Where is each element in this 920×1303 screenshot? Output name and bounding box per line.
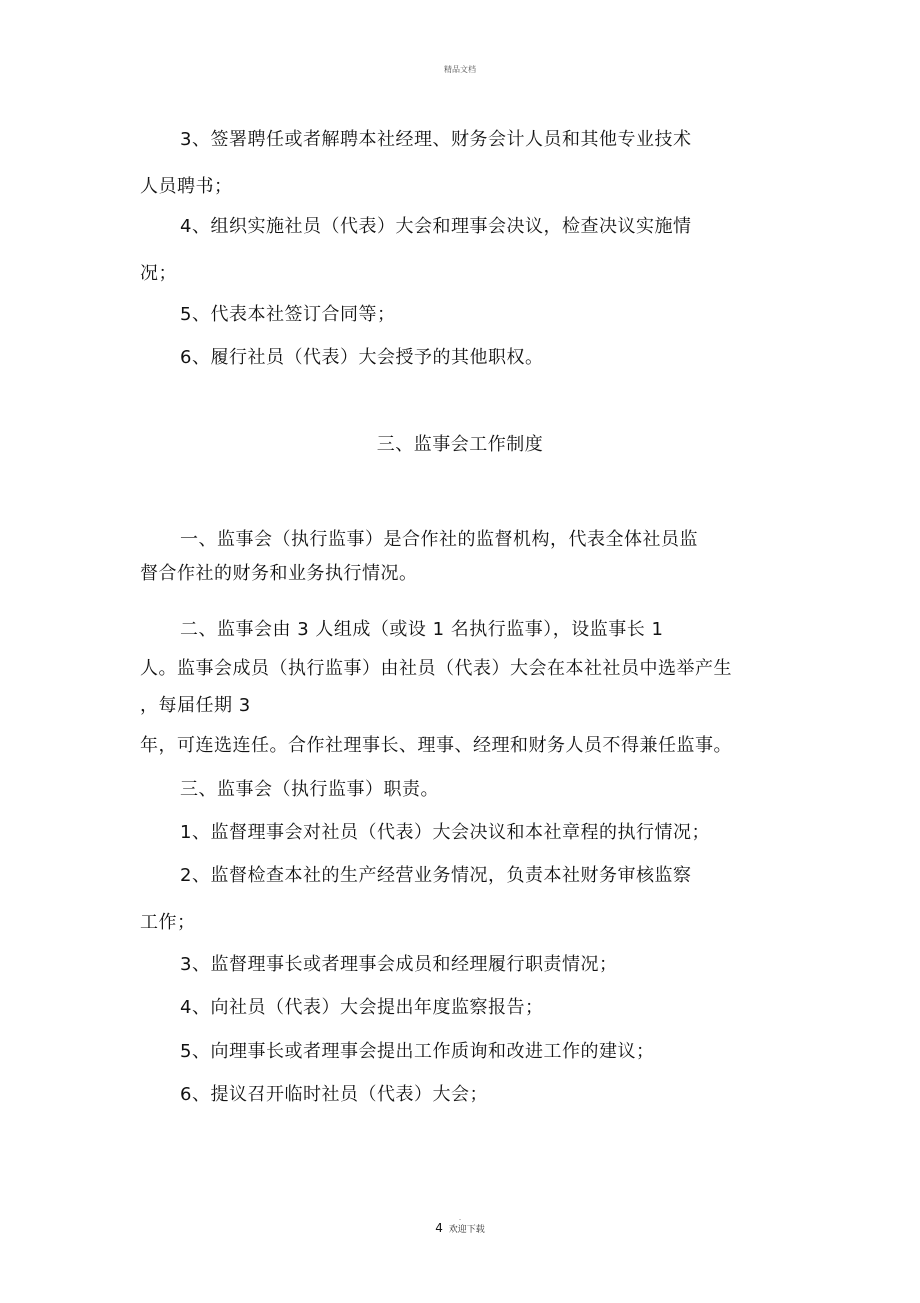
paragraph-line: 3、签署聘任或者解聘本社经理、财务会计人员和其他专业技术 bbox=[180, 129, 692, 150]
page-footer bbox=[0, 1213, 920, 1235]
paragraph-line: 一、监事会（执行监事）是合作社的监督机构，代表全体社员监 bbox=[180, 529, 698, 550]
paragraph-line: 人员聘书； bbox=[140, 176, 233, 197]
paragraph-line: 年，可连选连任。合作社理事长、理事、经理和财务人员不得兼任监事。 bbox=[140, 735, 732, 756]
paragraph-line: 2、监督检查本社的生产经营业务情况，负责本社财务审核监察 bbox=[180, 865, 692, 886]
paragraph-line: 5、向理事长或者理事会提出工作质询和改进工作的建议； bbox=[180, 1041, 655, 1062]
paragraph-line: 1、监督理事会对社员（代表）大会决议和本社章程的执行情况； bbox=[180, 822, 710, 843]
paragraph-line: 督合作社的财务和业务执行情况。 bbox=[140, 563, 418, 584]
footer-dot: . bbox=[458, 1213, 462, 1222]
paragraph-line: 6、履行社员（代表）大会授予的其他职权。 bbox=[180, 347, 544, 368]
paragraph-line: 3、监督理事长或者理事会成员和经理履行职责情况； bbox=[180, 954, 618, 975]
paragraph-line: 4、向社员（代表）大会提出年度监察报告； bbox=[180, 997, 544, 1018]
page-header: 精品文档 bbox=[444, 65, 476, 74]
section-heading: 三、监事会工作制度 bbox=[376, 434, 544, 455]
paragraph-line: 况； bbox=[140, 263, 177, 284]
paragraph-line: 4、组织实施社员（代表）大会和理事会决议，检查决议实施情 bbox=[180, 216, 692, 237]
paragraph-line: ，每届任期 3 bbox=[140, 695, 251, 716]
paragraph-line: 三、监事会（执行监事）职责。 bbox=[180, 779, 439, 800]
footer-text: 欢迎下载 bbox=[448, 1225, 485, 1235]
page-number: 4 bbox=[435, 1221, 443, 1235]
paragraph-line: 6、提议召开临时社员（代表）大会； bbox=[180, 1084, 488, 1105]
paragraph-line: 二、监事会由 3 人组成（或设 1 名执行监事），设监事长 1 bbox=[180, 619, 664, 640]
paragraph-line: 工作； bbox=[140, 912, 196, 933]
paragraph-line: 人。监事会成员（执行监事）由社员（代表）大会在本社社员中选举产生 bbox=[140, 658, 732, 679]
paragraph-line: 5、代表本社签订合同等； bbox=[180, 304, 396, 325]
